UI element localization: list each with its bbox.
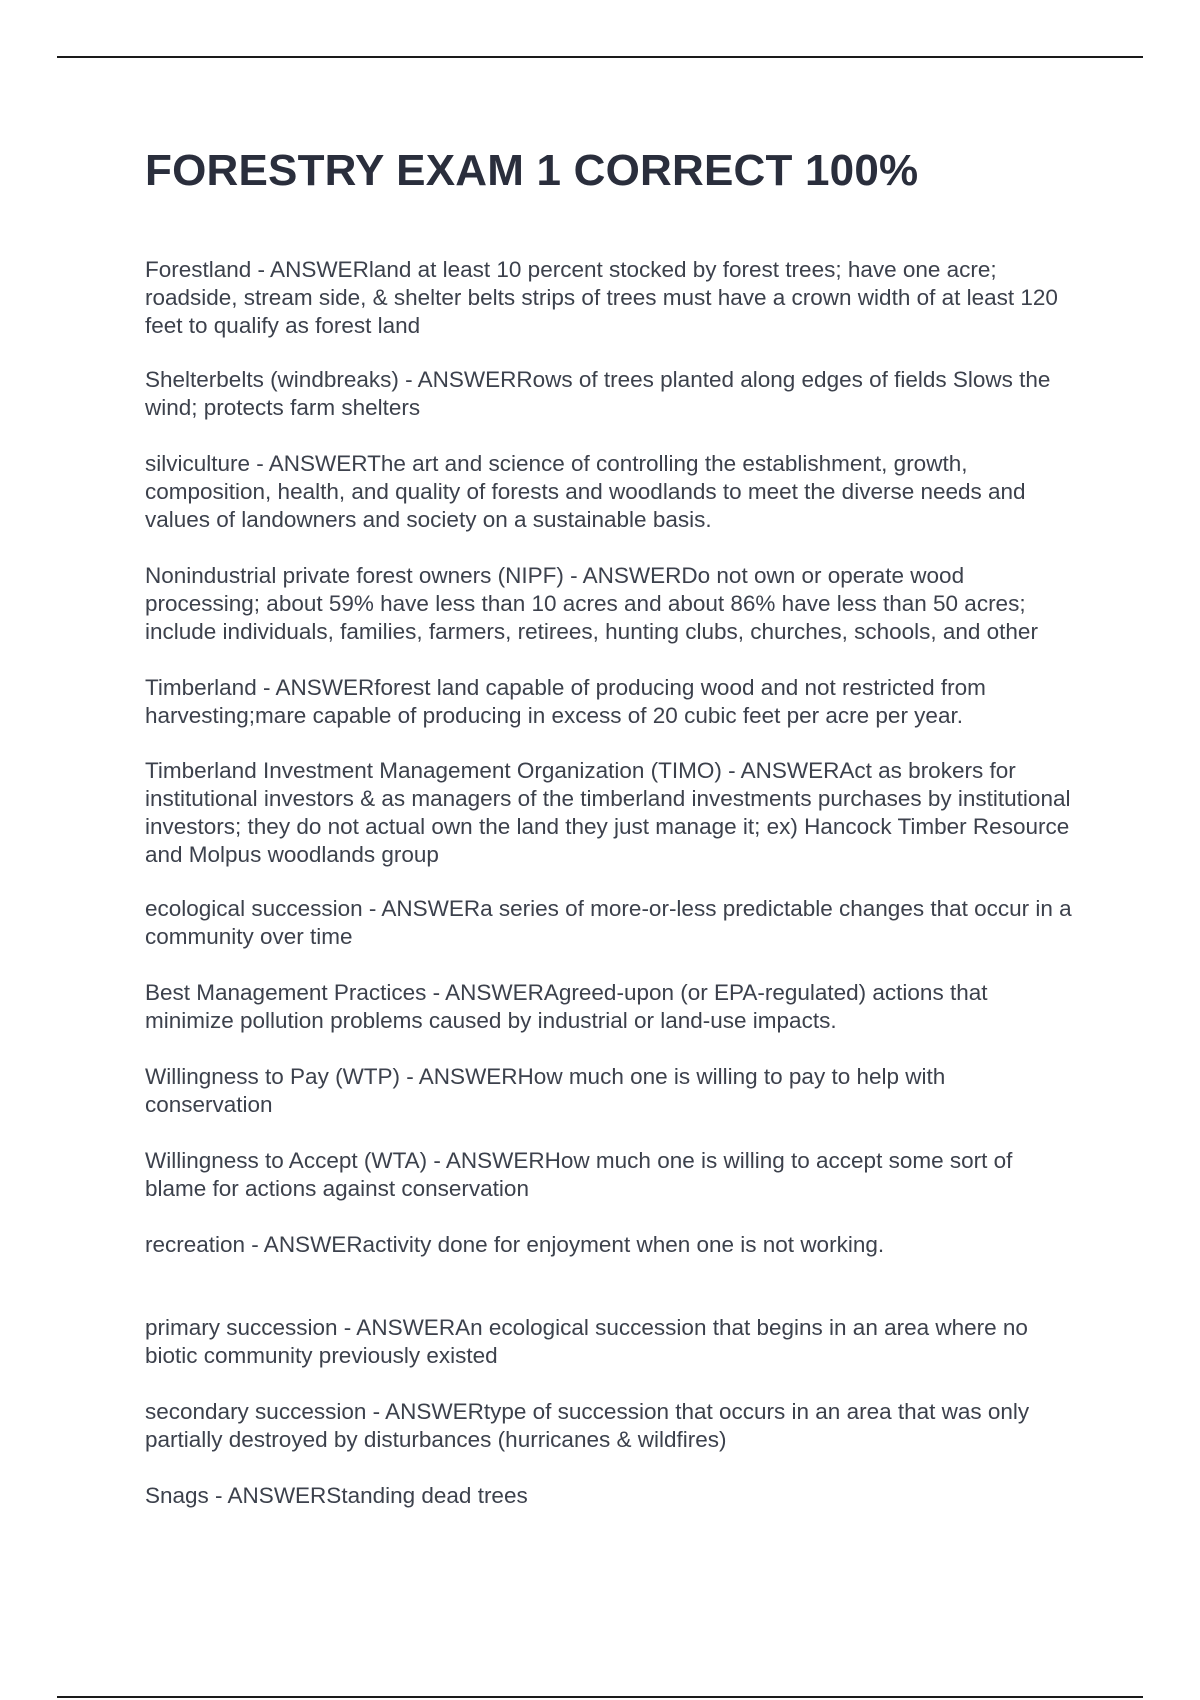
entry-primary-succession: primary succession - ANSWERAn ecological succession that begins in an area where no biotic community previously existed [145, 1315, 1028, 1368]
entry-timo: Timberland Investment Management Organization (TIMO) - ANSWERAct as brokers for institutional investors & as managers of the timberland investments purchases by institutional investors; they do not actual own the land they just manage it; ex) Hancock Timber Resource and Molpus woodlands group [145, 758, 1071, 867]
entry-nipf: Nonindustrial private forest owners (NIPF) - ANSWERDo not own or operate wood processing; about 59% have less than 10 acres and about 86% have less than 50 acres; include individuals, families, farmers, retirees, hunting clubs, churches, schools, and other [145, 563, 1038, 644]
document-title: FORESTRY EXAM 1 CORRECT 100% [145, 146, 919, 195]
entry-recreation: recreation - ANSWERactivity done for enjoyment when one is not working. [145, 1232, 885, 1257]
entry-secondary-succession: secondary succession - ANSWERtype of succession that occurs in an area that was only partially destroyed by disturbances (hurricanes & wildfires) [145, 1399, 1030, 1452]
entry-snags: Snags - ANSWERStanding dead trees [145, 1483, 528, 1508]
entry-best-management-practices: Best Management Practices - ANSWERAgreed-upon (or EPA-regulated) actions that minimize pollution problems caused by industrial or land-use impacts. [145, 980, 988, 1033]
entry-silviculture: silviculture - ANSWERThe art and science of controlling the establishment, growth, composition, health, and quality of forests and woodlands to meet the diverse needs and values of landowners and society on a sustainable basis. [145, 451, 1026, 532]
entry-shelterbelts: Shelterbelts (windbreaks) - ANSWERRows of trees planted along edges of fields Slows the wind; protects farm shelters [145, 367, 1051, 420]
bottom-rule [57, 1696, 1143, 1698]
entry-wtp: Willingness to Pay (WTP) - ANSWERHow much one is willing to pay to help with conservation [145, 1064, 946, 1117]
entry-wta: Willingness to Accept (WTA) - ANSWERHow much one is willing to accept some sort of blame for actions against conservation [145, 1148, 1013, 1201]
entry-forestland: Forestland - ANSWERland at least 10 percent stocked by forest trees; have one acre; roadside, stream side, & shelter belts strips of trees must have a crown width of at least 120 feet to qualify as forest land [145, 257, 1058, 338]
entry-ecological-succession: ecological succession - ANSWERa series of more-or-less predictable changes that occur in a community over time [145, 896, 1072, 949]
entry-list [145, 256, 1075, 1510]
top-rule [57, 56, 1143, 58]
entry-timberland: Timberland - ANSWERforest land capable of producing wood and not restricted from harvesting;mare capable of producing in excess of 20 cubic feet per acre per year. [145, 675, 986, 728]
